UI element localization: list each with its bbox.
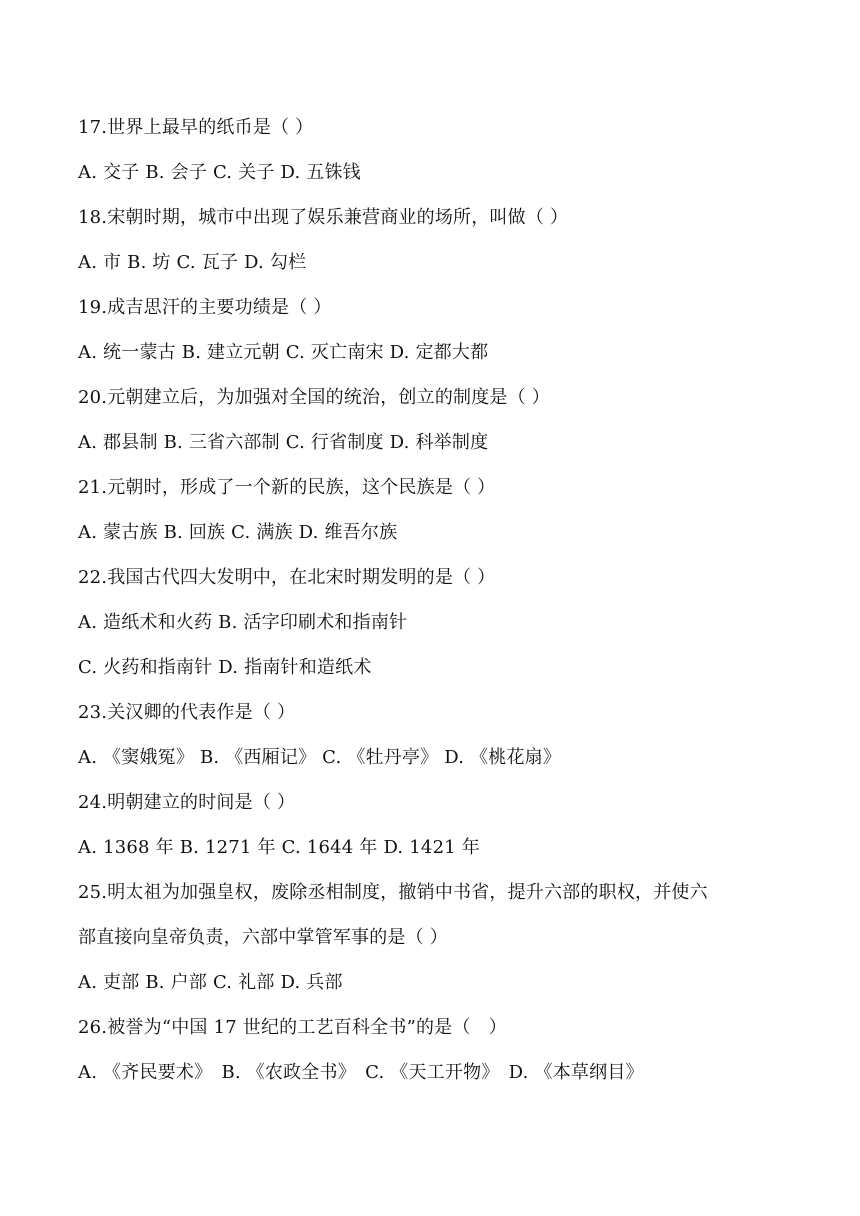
question-18-options: A. 市 B. 坊 C. 瓦子 D. 勾栏: [78, 252, 307, 273]
document-page: [78, 114, 818, 1104]
question-25-line-1: 25.明太祖为加强皇权，废除丞相制度，撤销中书省，提升六部的职权，并使六: [78, 882, 708, 903]
question-17-options: A. 交子 B. 会子 C. 关子 D. 五铢钱: [78, 162, 361, 183]
question-25-line-2: 部直接向皇帝负责，六部中掌管军事的是（ ）: [78, 927, 448, 948]
question-21: 21.元朝时，形成了一个新的民族，这个民族是（ ）: [78, 477, 496, 498]
question-20: 20.元朝建立后，为加强对全国的统治，创立的制度是（ ）: [78, 387, 550, 408]
question-20-options: A. 郡县制 B. 三省六部制 C. 行省制度 D. 科举制度: [78, 432, 489, 453]
question-22-options-ab: A. 造纸术和火药 B. 活字印刷术和指南针: [78, 612, 408, 633]
question-21-options: A. 蒙古族 B. 回族 C. 满族 D. 维吾尔族: [78, 522, 398, 543]
question-22: 22.我国古代四大发明中，在北宋时期发明的是（ ）: [78, 567, 496, 588]
question-19: 19.成吉思汗的主要功绩是（ ）: [78, 297, 332, 318]
question-24: 24.明朝建立的时间是（ ）: [78, 792, 296, 813]
question-23: 23.关汉卿的代表作是（ ）: [78, 702, 296, 723]
question-17: 17.世界上最早的纸币是（ ）: [78, 117, 314, 138]
question-23-options: A. 《窦娥冤》 B. 《西厢记》 C. 《牡丹亭》 D. 《桃花扇》: [78, 747, 562, 768]
question-24-options: A. 1368 年 B. 1271 年 C. 1644 年 D. 1421 年: [78, 837, 481, 858]
question-19-options: A. 统一蒙古 B. 建立元朝 C. 灭亡南宋 D. 定都大都: [78, 342, 489, 363]
question-18: 18.宋朝时期，城市中出现了娱乐兼营商业的场所，叫做（ ）: [78, 207, 569, 228]
question-26-options: A. 《齐民要术》 B. 《农政全书》 C. 《天工开物》 D. 《本草纲目》: [78, 1062, 644, 1083]
question-22-options-cd: C. 火药和指南针 D. 指南针和造纸术: [78, 657, 372, 678]
question-26: 26.被誉为“中国 17 世纪的工艺百科全书”的是（ ）: [78, 1017, 507, 1038]
question-25-options: A. 吏部 B. 户部 C. 礼部 D. 兵部: [78, 972, 343, 993]
